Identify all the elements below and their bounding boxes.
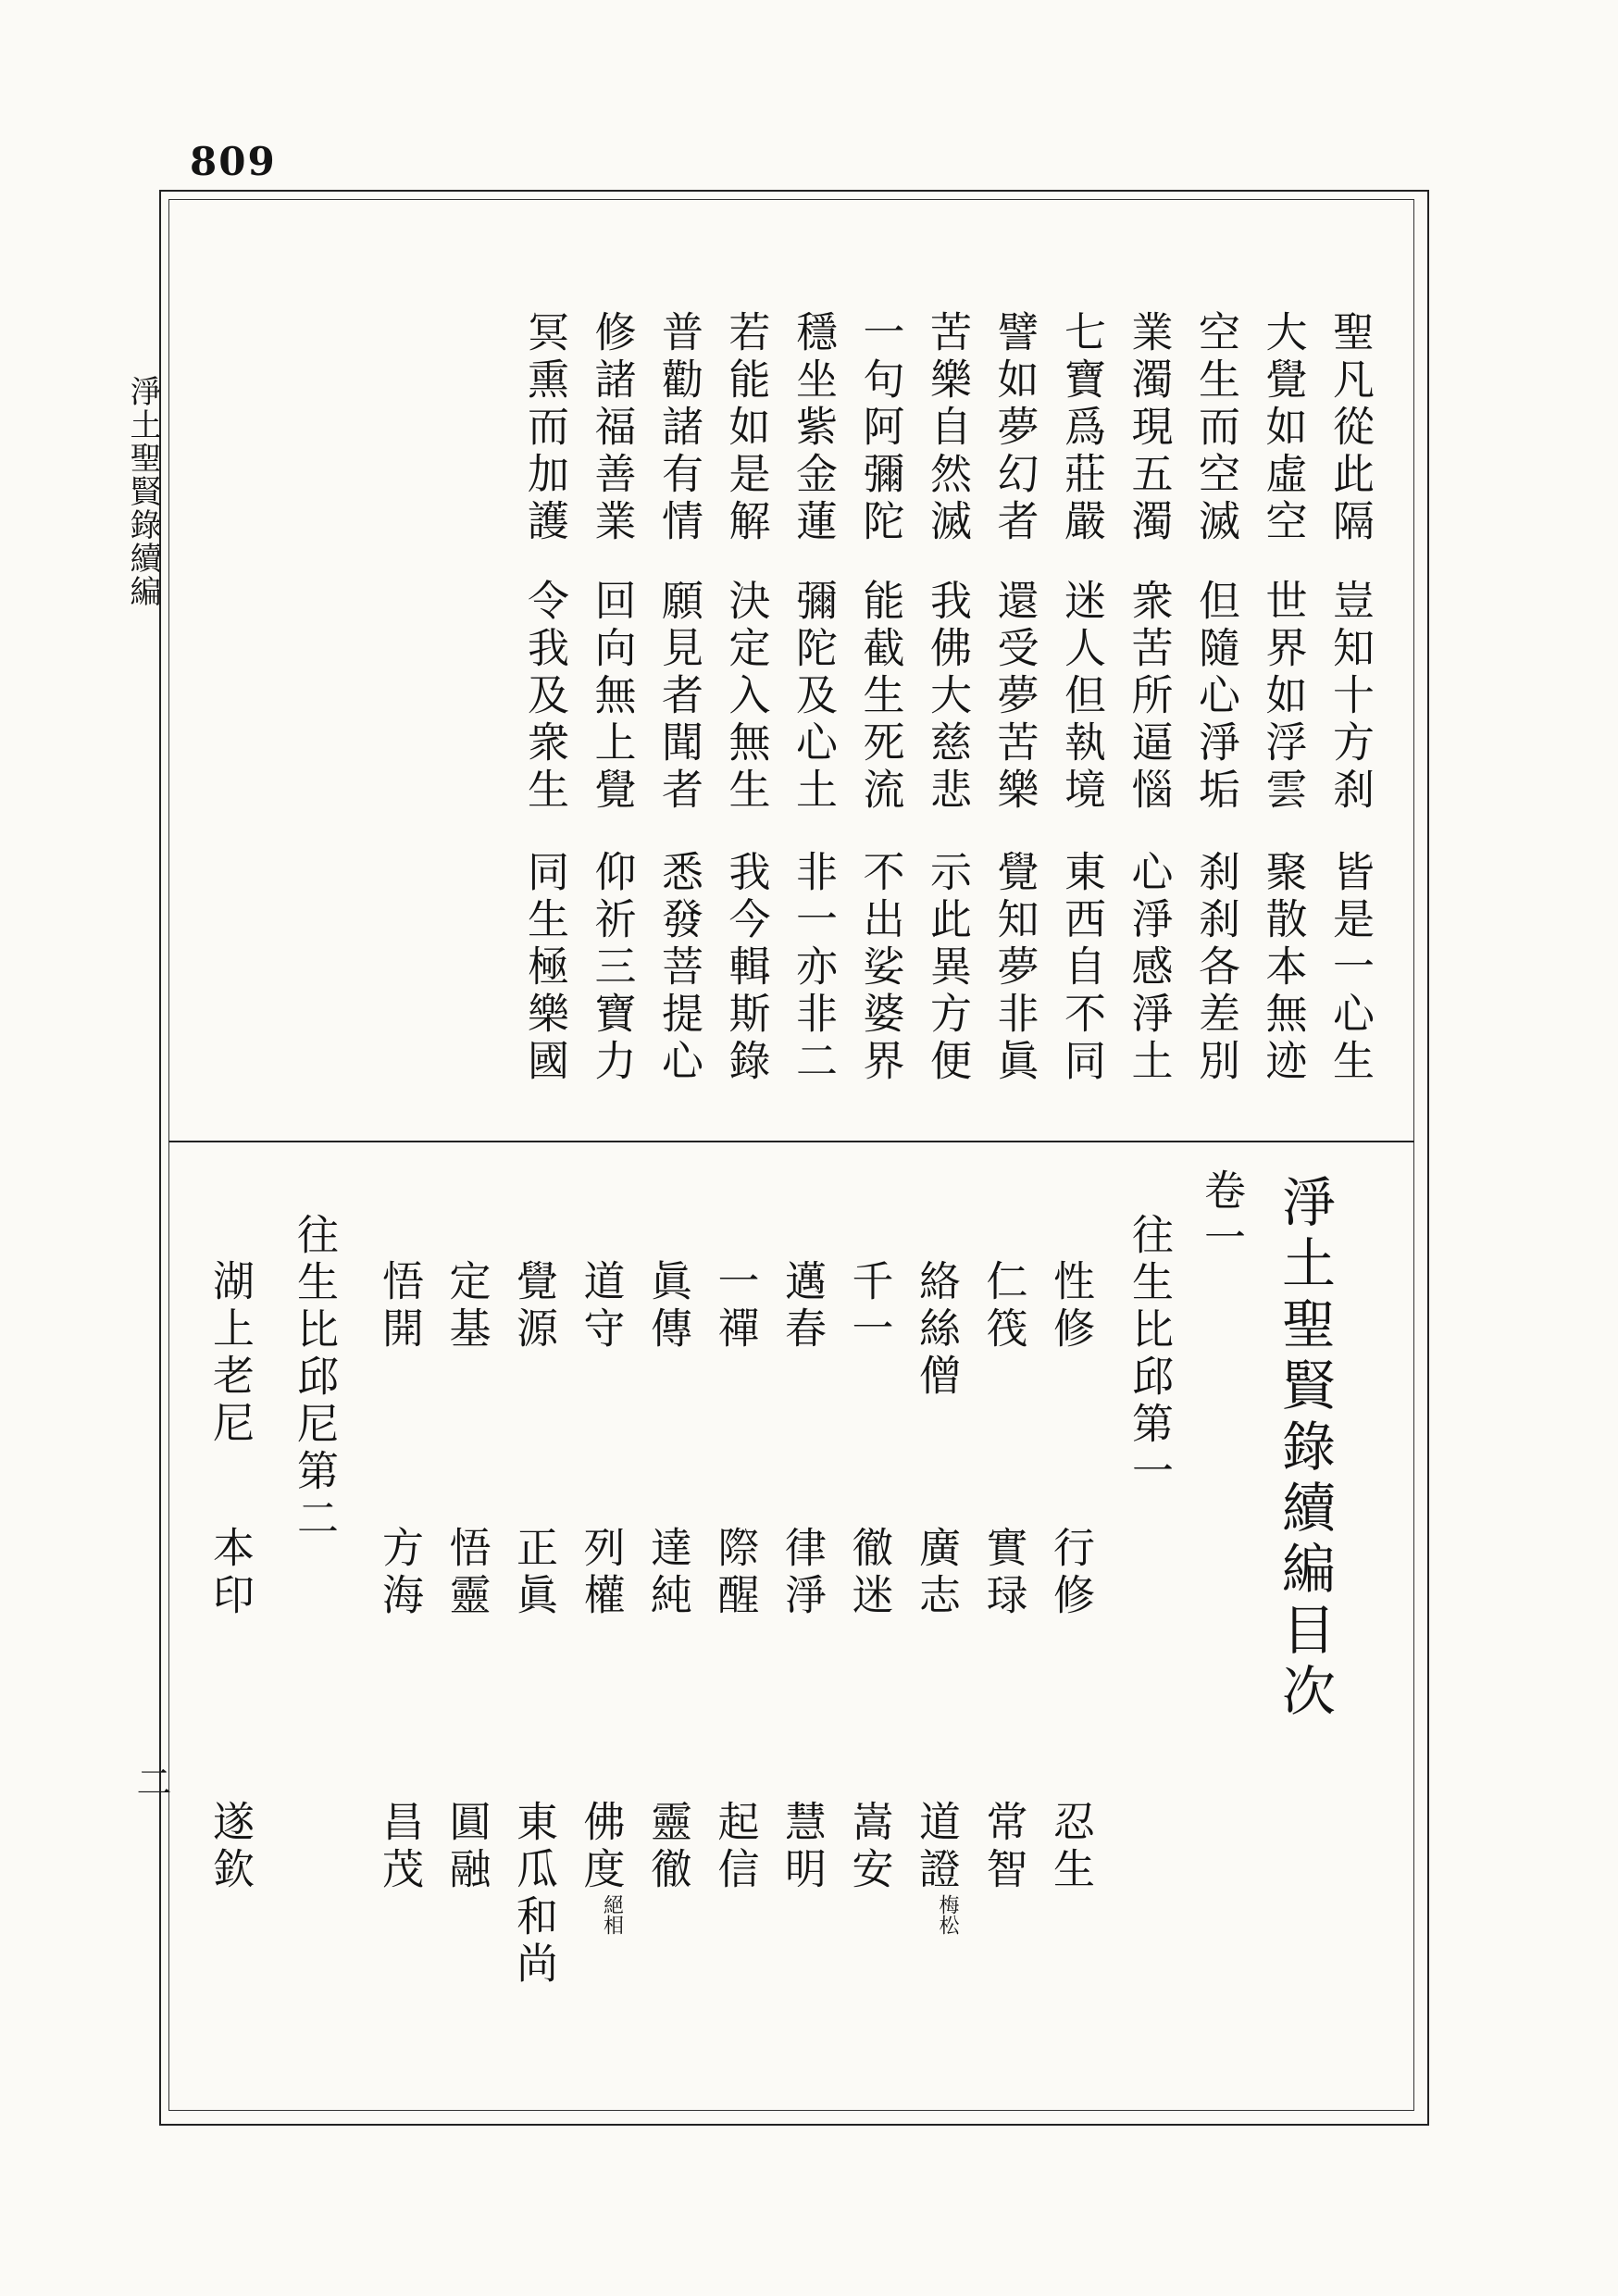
toc-entry-name: 道證梅松 — [912, 1800, 961, 1935]
toc-entry-name: 邁春 — [778, 1259, 827, 1354]
verse-line: 空生而空滅 — [1191, 310, 1240, 546]
toc-entry-note: 梅松 — [936, 1894, 959, 1935]
toc-entry-name: 覺源 — [509, 1259, 558, 1354]
running-title: 淨土聖賢錄續編 — [124, 375, 161, 608]
toc-entry-name: 方海 — [375, 1526, 424, 1620]
verse-line: 若能如是解 — [721, 310, 771, 546]
toc-entry-name: 湖上老尼 — [205, 1259, 255, 1448]
verse-line: 譬如夢幻者 — [989, 310, 1039, 546]
verse-line: 聚散本無迹 — [1258, 850, 1308, 1086]
verse-line: 同生極樂國 — [520, 850, 569, 1086]
toc-entry-name: 靈徹 — [643, 1800, 692, 1894]
toc-entry-name: 正眞 — [509, 1526, 558, 1620]
verse-line: 我今輯斯錄 — [721, 850, 771, 1086]
toc-entry-name: 悟開 — [375, 1259, 424, 1354]
section-divider — [168, 1141, 1414, 1142]
page-number: 809 — [190, 139, 277, 184]
verse-line: 東西自不同 — [1057, 850, 1106, 1086]
toc-entry-name: 實琭 — [978, 1526, 1028, 1620]
verse-line: 心淨感淨土 — [1124, 850, 1174, 1086]
toc-entry-name: 悟靈 — [442, 1526, 492, 1620]
toc-entry-name: 嵩安 — [844, 1800, 894, 1894]
toc-entry-name: 圓融 — [442, 1800, 492, 1894]
toc-entry-name: 慧明 — [778, 1800, 827, 1894]
verse-line: 大覺如虛空 — [1258, 310, 1308, 546]
toc-entry-name: 常智 — [978, 1800, 1028, 1894]
toc-entry-name: 際醒 — [710, 1526, 760, 1620]
verse-line: 覺知夢非眞 — [989, 850, 1039, 1086]
toc-entry-name: 昌茂 — [375, 1800, 424, 1894]
verse-line: 示此異方便 — [923, 850, 972, 1086]
verse-line: 刹刹各差別 — [1191, 850, 1240, 1086]
toc-entry-name: 定基 — [442, 1259, 492, 1354]
verse-line: 仰祈三寶力 — [587, 850, 637, 1086]
verse-line: 決定入無生 — [721, 579, 771, 815]
verse-line: 一句阿彌陀 — [855, 310, 905, 546]
verse-line: 業濁現五濁 — [1124, 310, 1174, 546]
verse-line: 非一亦非二 — [789, 850, 838, 1086]
verse-line: 修諸福善業 — [587, 310, 637, 546]
toc-entry-name: 行修 — [1046, 1526, 1095, 1620]
toc-entry-name: 性修 — [1046, 1259, 1095, 1354]
verse-line: 普勸諸有情 — [654, 310, 703, 546]
toc-entry-name: 忍生 — [1046, 1800, 1095, 1894]
toc-entry-name: 起信 — [710, 1800, 760, 1894]
toc-entry-name: 達純 — [643, 1526, 692, 1620]
toc-entry-name: 眞傳 — [643, 1259, 692, 1354]
toc-entry-name: 絡絲僧 — [912, 1259, 961, 1401]
toc-entry-name: 東瓜和尚 — [509, 1800, 558, 1989]
section-heading-nuns: 往生比邱尼第二 — [290, 1213, 339, 1543]
verse-line: 我佛大慈悲 — [923, 579, 972, 815]
verse-line: 回向無上覺 — [587, 579, 637, 815]
toc-entry-note: 絕相 — [600, 1894, 624, 1935]
toc-entry-name: 本印 — [205, 1526, 255, 1620]
toc-entry-name: 徹迷 — [844, 1526, 894, 1620]
toc-entry-name: 仁筏 — [978, 1259, 1028, 1354]
verse-line: 彌陀及心土 — [789, 579, 838, 815]
verse-line: 但隨心淨垢 — [1191, 579, 1240, 815]
verse-line: 豈知十方刹 — [1326, 579, 1375, 815]
verse-line: 世界如浮雲 — [1258, 579, 1308, 815]
verse-line: 苦樂自然滅 — [923, 310, 972, 546]
section-heading-monks: 往生比邱第一 — [1125, 1213, 1174, 1496]
folio-number: 二 — [131, 1764, 171, 1799]
toc-entry-name: 一禪 — [710, 1259, 760, 1354]
toc-entry-name: 道守 — [576, 1259, 626, 1354]
verse-line: 聖凡從此隔 — [1326, 310, 1375, 546]
verse-line: 令我及衆生 — [520, 579, 569, 815]
toc-entry-name: 廣志 — [912, 1526, 961, 1620]
toc-title: 淨土聖賢錄續編目次 — [1273, 1174, 1336, 1724]
verse-line: 七寶爲莊嚴 — [1057, 310, 1106, 546]
verse-line: 悉發菩提心 — [654, 850, 703, 1086]
verse-line: 穩坐紫金蓮 — [789, 310, 838, 546]
verse-line: 皆是一心生 — [1326, 850, 1375, 1086]
verse-line: 迷人但執境 — [1057, 579, 1106, 815]
verse-line: 還受夢苦樂 — [989, 579, 1039, 815]
volume-label: 卷一 — [1197, 1168, 1246, 1263]
verse-line: 衆苦所逼惱 — [1124, 579, 1174, 815]
toc-entry-name: 律淨 — [778, 1526, 827, 1620]
verse-line: 能截生死流 — [855, 579, 905, 815]
verse-line: 願見者聞者 — [654, 579, 703, 815]
toc-entry-name: 遂欽 — [205, 1800, 255, 1894]
verse-line: 不出娑婆界 — [855, 850, 905, 1086]
toc-entry-name: 列權 — [576, 1526, 626, 1620]
toc-entry-name: 千一 — [844, 1259, 894, 1354]
toc-entry-name: 佛度絕相 — [576, 1800, 626, 1935]
verse-line: 冥熏而加護 — [520, 310, 569, 546]
